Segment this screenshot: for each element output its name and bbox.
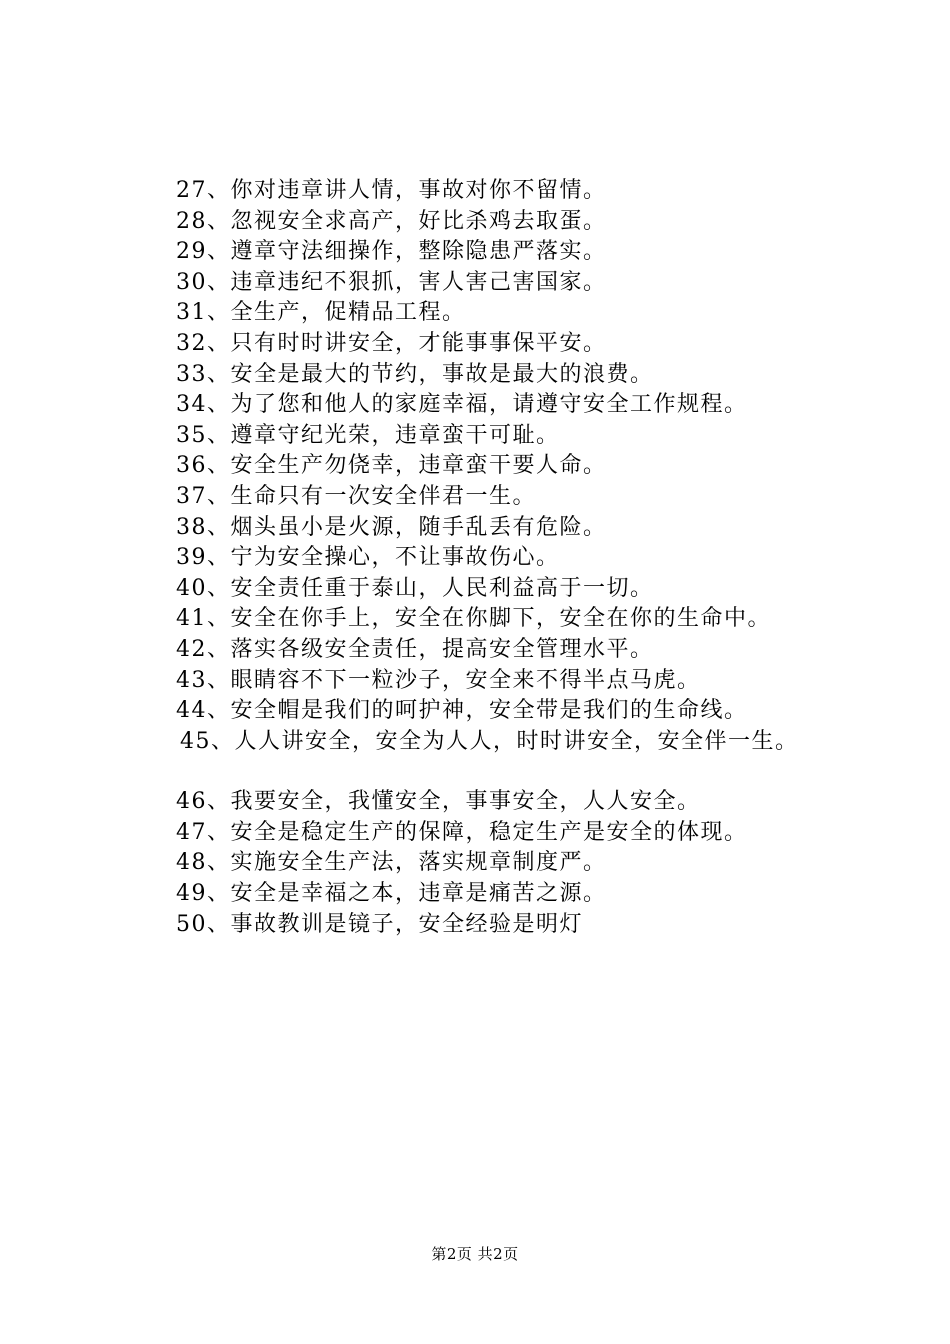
page-number-footer: 第2页 共2页 — [431, 1245, 519, 1263]
slogan-line-37: 37、生命只有一次安全伴君一生。 — [176, 483, 536, 509]
slogan-line-45: 45、人人讲安全，安全为人人，时时讲安全，安全伴一生。 — [180, 728, 799, 754]
slogan-line-47: 47、安全是稳定生产的保障，稳定生产是安全的体现。 — [176, 819, 748, 845]
slogan-line-39: 39、宁为安全操心，不让事故伤心。 — [176, 545, 560, 571]
slogan-line-46: 46、我要安全，我懂安全，事事安全，人人安全。 — [176, 789, 701, 815]
slogan-line-30: 30、违章违纪不狠抓，害人害己害国家。 — [176, 269, 607, 295]
slogan-line-33: 33、安全是最大的节约，事故是最大的浪费。 — [176, 361, 654, 387]
slogan-line-50: 50、事故教训是镜子，安全经验是明灯 — [176, 911, 583, 937]
slogan-line-42: 42、落实各级安全责任，提高安全管理水平。 — [176, 636, 654, 662]
slogan-line-48: 48、实施安全生产法，落实规章制度严。 — [176, 850, 607, 876]
slogan-line-34: 34、为了您和他人的家庭幸福，请遵守安全工作规程。 — [176, 392, 748, 418]
slogan-line-40: 40、安全责任重于泰山，人民利益高于一切。 — [176, 575, 654, 601]
slogan-line-36: 36、安全生产勿侥幸，违章蛮干要人命。 — [176, 453, 607, 479]
slogan-line-31: 31、全生产，促精品工程。 — [176, 300, 466, 326]
slogan-line-44: 44、安全帽是我们的呵护神，安全带是我们的生命线。 — [176, 698, 748, 724]
slogan-line-43: 43、眼睛容不下一粒沙子，安全来不得半点马虎。 — [176, 667, 701, 693]
slogan-line-41: 41、安全在你手上，安全在你脚下，安全在你的生命中。 — [176, 606, 771, 632]
slogan-line-49: 49、安全是幸福之本，违章是痛苦之源。 — [176, 881, 607, 907]
slogan-line-27: 27、你对违章讲人情，事故对你不留情。 — [176, 178, 607, 203]
slogan-line-32: 32、只有时时讲安全，才能事事保平安。 — [176, 330, 607, 356]
slogan-line-35: 35、遵章守纪光荣，违章蛮干可耻。 — [176, 422, 560, 448]
slogan-line-28: 28、忽视安全求高产，好比杀鸡去取蛋。 — [176, 208, 607, 234]
slogan-line-38: 38、烟头虽小是火源，随手乱丢有危险。 — [176, 514, 607, 540]
slogan-list — [176, 176, 799, 940]
slogan-line-29: 29、遵章守法细操作，整除隐患严落实。 — [176, 239, 607, 265]
